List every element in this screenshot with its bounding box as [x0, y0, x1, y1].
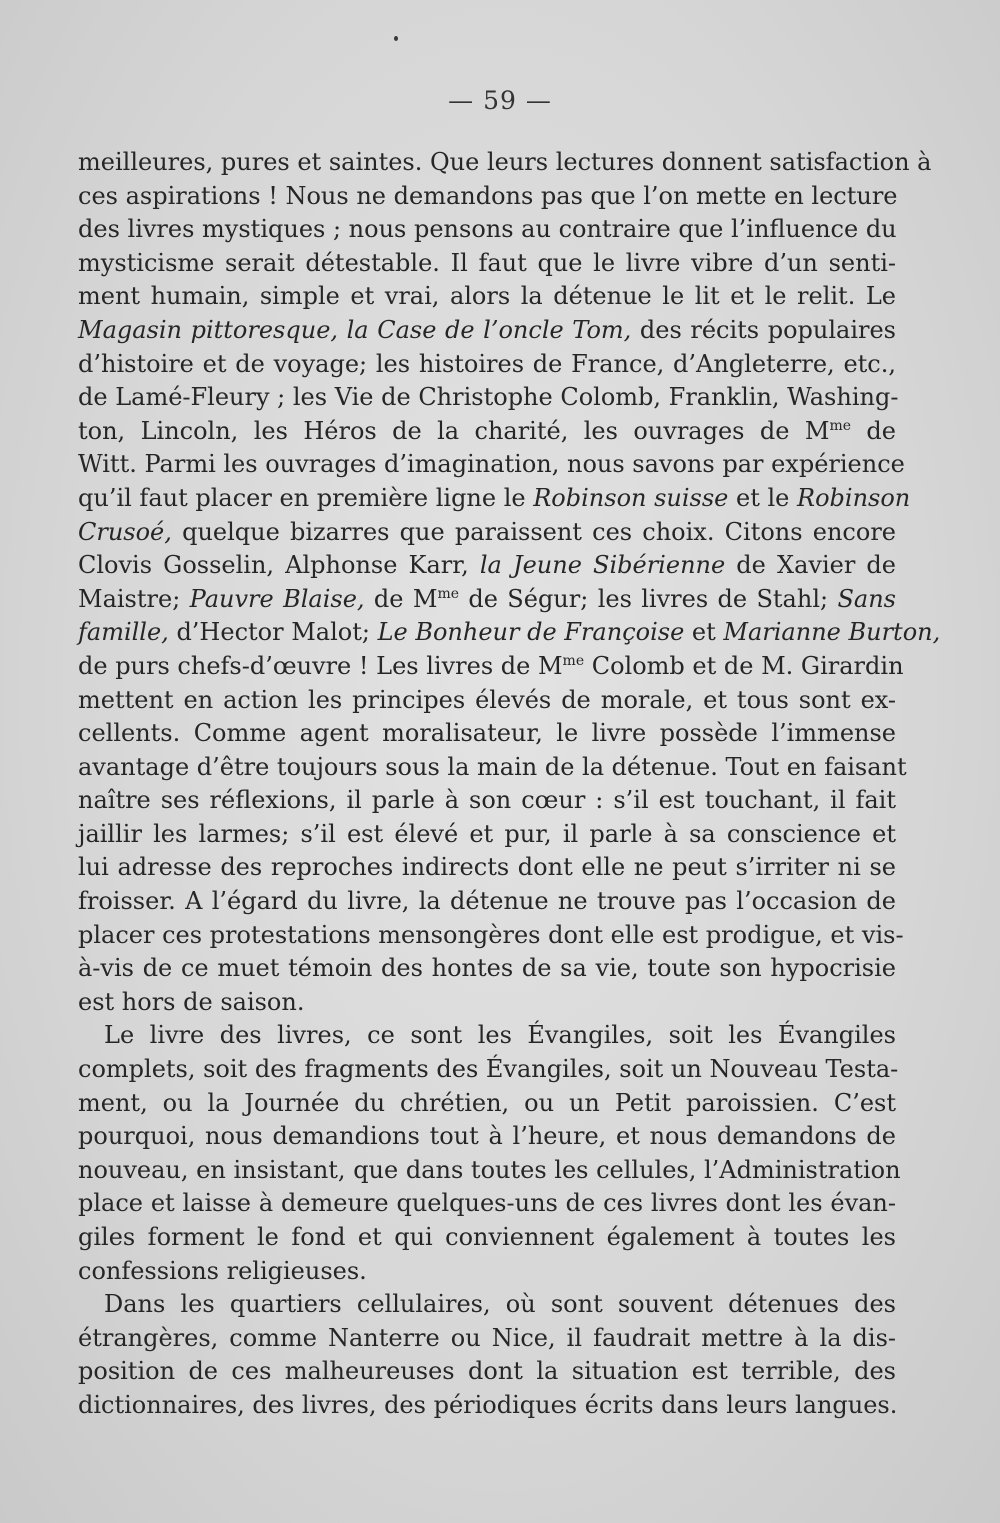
- text-run: place et laisse à demeure quelques-uns de ces livres dont les évan-: [78, 1189, 896, 1218]
- italic-title: Pauvre Blaise,: [189, 584, 365, 613]
- text-run: froisser. A l’égard du livre, la détenue ne trouve pas l’occasion de: [78, 887, 896, 916]
- text-line: [78, 952, 896, 986]
- text-line: [78, 751, 907, 785]
- text-run: Le livre des livres, ce sont les Évangiles, soit les Évangiles: [104, 1021, 896, 1050]
- text-line: [78, 280, 896, 314]
- text-line: [78, 885, 896, 919]
- text-run: ces aspirations ! Nous ne demandons pas que l’on mette en lecture: [78, 181, 898, 210]
- text-line: [78, 482, 911, 516]
- text-line: [78, 1288, 896, 1322]
- text-run: complets, soit des fragments des Évangiles, soit un Nouveau Testa-: [78, 1055, 899, 1084]
- text-line: [78, 616, 941, 650]
- italic-title: la Jeune Sibérienne: [479, 551, 726, 580]
- text-run: est hors de saison.: [78, 987, 305, 1016]
- text-run: pourquoi, nous demandions tout à l’heure, et nous demandons de: [78, 1122, 896, 1151]
- text-run: jaillir les larmes; s’il est élevé et pur, il parle à sa conscience et: [78, 819, 896, 848]
- text-line: [78, 650, 904, 684]
- text-line: [78, 919, 904, 953]
- text-run: étrangères, comme Nanterre ou Nice, il faudrait mettre à la dis-: [78, 1323, 896, 1352]
- page-number: — 59 —: [448, 86, 552, 115]
- italic-title: Magasin pittoresque, la Case de l’oncle Tom,: [78, 315, 632, 344]
- text-run: dictionnaires, des livres, des périodiques écrits dans leurs langues.: [78, 1390, 898, 1419]
- text-line: [78, 213, 896, 247]
- italic-title: Le Bonheur de Françoise: [377, 618, 685, 647]
- text-line: [78, 448, 905, 482]
- text-run: Maistre;: [78, 584, 190, 613]
- text-line: [78, 583, 896, 617]
- text-line: [78, 1019, 896, 1053]
- text-run: cellents. Comme agent moralisateur, le livre possède l’immense: [78, 719, 896, 748]
- body-text: [78, 146, 941, 1423]
- text-line: [78, 717, 896, 751]
- text-run: giles forment le fond et qui conviennent également à toutes les: [78, 1223, 896, 1251]
- text-line: [78, 1322, 896, 1356]
- text-line: [78, 1087, 896, 1121]
- text-line: [78, 1389, 896, 1423]
- text-line: [78, 549, 896, 583]
- text-run: et: [684, 618, 724, 647]
- text-run: de Lamé-Fleury ; les Vie de Christophe Colomb, Franklin, Washing-: [78, 383, 899, 412]
- italic-title: Robinson suisse: [533, 483, 729, 512]
- text-line: [78, 1154, 901, 1188]
- text-run: d’histoire et de voyage; les histoires de France, d’Angleterre, etc.,: [78, 349, 896, 378]
- text-run: ment, ou la Journée du chrétien, ou un Petit paroissien. C’est: [78, 1088, 896, 1117]
- text-line: [78, 1355, 896, 1389]
- superscript-text: me: [562, 652, 585, 669]
- text-line: [78, 986, 896, 1020]
- text-run: de M: [364, 584, 438, 613]
- text-line: [78, 1255, 896, 1289]
- text-run: confessions religieuses.: [78, 1256, 367, 1285]
- text-line: [78, 516, 896, 550]
- text-run: lui adresse des reproches indirects dont elle ne peut s’irriter ni se: [78, 853, 896, 882]
- text-line: [78, 1187, 896, 1221]
- superscript-text: me: [437, 585, 459, 602]
- text-run: mettent en action les principes élevés de morale, et tous sont ex-: [78, 685, 896, 714]
- text-run: quelque bizarres que paraissent ces choix. Citons encore: [171, 517, 896, 546]
- italic-title: Sans: [837, 584, 896, 613]
- text-run: meilleures, pures et saintes. Que leurs lectures donnent satisfaction à: [78, 148, 932, 176]
- text-line: [78, 180, 896, 214]
- text-run: mysticisme serait détestable. Il faut que le livre vibre d’un senti-: [78, 248, 896, 277]
- text-run: des livres mystiques ; nous pensons au contraire que l’influence du: [78, 215, 897, 244]
- text-line: [78, 818, 896, 852]
- text-run: à-vis de ce muet témoin des hontes de sa vie, toute son hypocrisie: [78, 954, 896, 983]
- text-line: [78, 146, 932, 180]
- text-line: [78, 415, 896, 449]
- text-run: naître ses réflexions, il parle à son cœur : s’il est touchant, il fait: [78, 786, 896, 815]
- ink-speck: [394, 36, 398, 41]
- text-run: Clovis Gosselin, Alphonse Karr,: [78, 551, 480, 580]
- text-line: [78, 348, 896, 382]
- text-line: [78, 247, 896, 281]
- text-run: nouveau, en insistant, que dans toutes les cellules, l’Administration: [78, 1155, 901, 1184]
- text-run: de purs chefs-d’œuvre ! Les livres de M: [78, 651, 563, 680]
- text-run: d’Hector Malot;: [168, 618, 378, 647]
- italic-title: Crusoé,: [78, 517, 172, 546]
- text-run: et le: [728, 483, 798, 512]
- text-run: des récits populaires: [631, 315, 897, 344]
- text-line: [78, 1221, 896, 1255]
- text-line: [78, 684, 896, 718]
- text-run: de Ségur; les livres de Stahl;: [459, 584, 838, 613]
- superscript-text: me: [829, 417, 852, 434]
- text-run: qu’il faut placer en première ligne le: [78, 483, 534, 512]
- text-run: Witt. Parmi les ouvrages d’imagination, nous savons par expérience: [78, 450, 905, 479]
- text-run: ment humain, simple et vrai, alors la détenue le lit et le relit. Le: [78, 282, 896, 311]
- text-run: Dans les quartiers cellulaires, où sont souvent détenues des: [104, 1290, 896, 1319]
- text-line: [78, 851, 896, 885]
- text-run: Colomb et de M. Girardin: [584, 651, 904, 680]
- text-line: [78, 784, 896, 818]
- italic-title: Marianne Burton,: [723, 618, 941, 647]
- text-run: de Xavier de: [725, 551, 896, 580]
- italic-title: Robinson: [797, 483, 911, 512]
- text-run: placer ces protestations mensongères dont elle est prodigue, et vis-: [78, 920, 904, 949]
- text-run: ton, Lincoln, les Héros de la charité, les ouvrages de M: [78, 416, 830, 445]
- text-line: [78, 1053, 899, 1087]
- text-line: [78, 381, 899, 415]
- italic-title: famille,: [78, 618, 169, 647]
- text-line: [78, 314, 896, 348]
- text-line: [78, 1120, 896, 1154]
- text-run: position de ces malheureuses dont la situation est terrible, des: [78, 1357, 896, 1386]
- text-run: de: [851, 416, 896, 445]
- text-run: avantage d’être toujours sous la main de la détenue. Tout en faisant: [78, 752, 907, 781]
